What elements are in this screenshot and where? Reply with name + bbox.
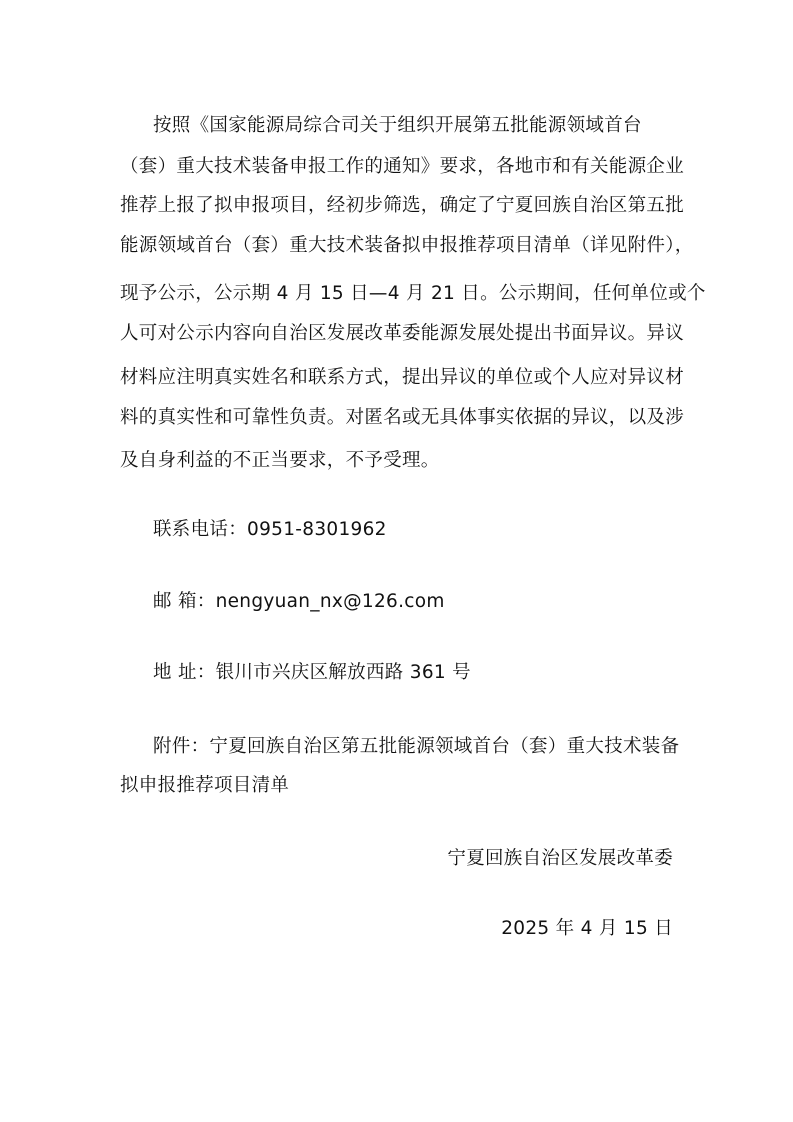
contact-email: 邮 箱：nengyuan_nx@126.com bbox=[153, 591, 445, 612]
issue-date: 2025 年 4 月 15 日 bbox=[501, 918, 673, 939]
attachment-label: 附件：宁夏回族自治区第五批能源领域首台（套）重大技术装备 bbox=[153, 736, 680, 757]
body-line: 按照《国家能源局综合司关于组织开展第五批能源领域首台 bbox=[153, 115, 642, 136]
body-line: 及自身利益的不正当要求，不予受理。 bbox=[120, 450, 440, 471]
contact-address: 地 址：银川市兴庆区解放西路 361 号 bbox=[153, 662, 471, 683]
contact-phone: 联系电话：0951-8301962 bbox=[153, 519, 387, 540]
body-line: 推荐上报了拟申报项目，经初步筛选，确定了宁夏回族自治区第五批 bbox=[120, 195, 685, 216]
body-line: （套）重大技术装备申报工作的通知》要求，各地市和有关能源企业 bbox=[120, 156, 685, 177]
body-line: 人可对公示内容向自治区发展改革委能源发展处提出书面异议。异议 bbox=[120, 323, 685, 344]
body-line: 材料应注明真实姓名和联系方式，提出异议的单位或个人应对异议材 bbox=[120, 367, 685, 388]
attachment-label-cont: 拟申报推荐项目清单 bbox=[120, 775, 290, 796]
body-line: 现予公示，公示期 4 月 15 日—4 月 21 日。公示期间，任何单位或个 bbox=[120, 283, 706, 304]
issuer-signature: 宁夏回族自治区发展改革委 bbox=[447, 848, 673, 869]
body-line: 能源领域首台（套）重大技术装备拟申报推荐项目清单（详见附件）， bbox=[120, 235, 694, 256]
body-line: 料的真实性和可靠性负责。对匿名或无具体事实依据的异议，以及涉 bbox=[120, 407, 685, 428]
